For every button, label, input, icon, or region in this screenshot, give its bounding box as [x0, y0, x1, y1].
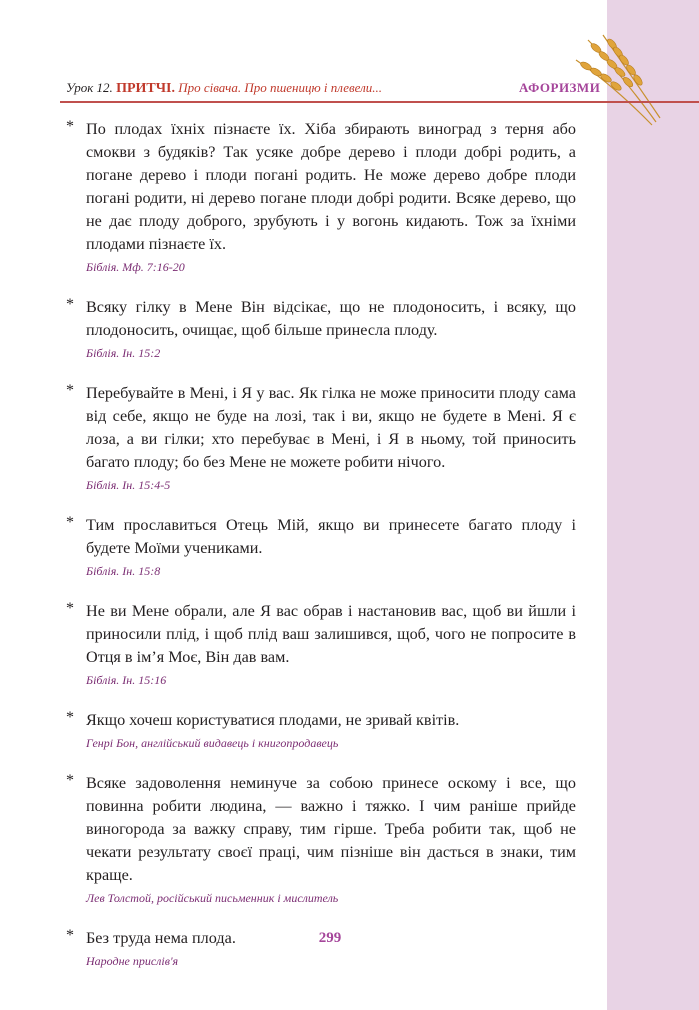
- quote-item: [66, 382, 576, 493]
- asterisk-icon: *: [66, 709, 74, 726]
- lesson-title: ПРИТЧІ.: [116, 81, 175, 96]
- quote-item: [66, 118, 576, 275]
- lesson-number: Урок 12.: [66, 80, 113, 95]
- asterisk-icon: *: [66, 118, 74, 135]
- quote-source: Народне прислів'я: [86, 954, 179, 968]
- lesson-subtitle: Про сівача. Про пшеницю і плевели...: [178, 80, 383, 95]
- quote-text: Тим прославиться Отець Мій, якщо ви принесете багато плоду і будете Моїми учениками.: [86, 516, 576, 557]
- quote-source: Біблія. Ін. 15:2: [86, 346, 161, 360]
- quote-item: [66, 772, 576, 906]
- quote-item: [66, 600, 576, 688]
- quote-text: Всяке задоволення неминуче за собою принесе оскому і все, що повинна робити людина, — важно і тяжко. І чим раніше прийде виногорода за важку справу, тим гірше. Треба робити так, щоб не чекати результату своєї праці, чим пізніше він дасться в знаки, тим краще.: [86, 774, 576, 884]
- quote-text: Без труда нема плода.: [86, 929, 236, 947]
- quote-item: [66, 514, 576, 579]
- quote-source: Лев Толстой, російський письменник і мислитель: [86, 891, 339, 905]
- quote-source: Біблія. Ін. 15:16: [86, 673, 167, 687]
- quote-source: Біблія. Ін. 15:4-5: [86, 478, 171, 492]
- asterisk-icon: *: [66, 382, 74, 399]
- quote-item: [66, 296, 576, 361]
- quote-text: По плодах їхніх пізнаєте їх. Хіба збирають виноград з терня або смокви з будяків? Так усяке добре дерево і плоди добрі родить, а погане дерево і плоди погані родить. Не може дерево добре плоди погані родити, ні дерево погане плоди добрі родити. Всяке дерево, що не дає плоду доброго, зрубують і у вогонь кидають. Тож за їхніми плодами пізнаєте їх.: [86, 120, 576, 253]
- quote-text: Перебувайте в Мені, і Я у вас. Як гілка не може приносити плоду сама від себе, якщо не буде на лозі, так і ви, якщо не будете в Мені. Я є лоза, а ви гілки; хто перебуває в Мені, і Я в ньому, той приносить багато плоду; бо без Мене не можете робити нічого.: [86, 384, 576, 471]
- quotes-list: [66, 118, 576, 990]
- quote-source: Біблія. Ін. 15:8: [86, 564, 161, 578]
- quote-source: Генрі Бон, англійський видавець і книгопродавець: [86, 736, 339, 750]
- quote-text: Всяку гілку в Мене Він відсікає, що не плодоносить, і всяку, що плодоносить, очищає, щоб більше принесла плоду.: [86, 298, 576, 339]
- asterisk-icon: *: [66, 296, 74, 313]
- section-name: АФОРИЗМИ: [519, 80, 601, 95]
- page-sidebar: [607, 0, 699, 1010]
- asterisk-icon: *: [66, 772, 74, 789]
- quote-text: Якщо хочеш користуватися плодами, не зривай квітів.: [86, 711, 460, 729]
- quote-item: [66, 709, 576, 751]
- asterisk-icon: *: [66, 600, 74, 617]
- quote-source: Біблія. Мф. 7:16-20: [86, 260, 185, 274]
- page-number: 299: [318, 930, 342, 946]
- asterisk-icon: *: [66, 514, 74, 531]
- header-divider: [60, 101, 699, 103]
- quote-text: Не ви Мене обрали, але Я вас обрав і настановив вас, щоб ви йшли і приносили плід, і щоб плід ваш залишився, щоб, чого не попросите в Отця в ім’я Моє, Він дав вам.: [86, 602, 576, 666]
- asterisk-icon: *: [66, 927, 74, 944]
